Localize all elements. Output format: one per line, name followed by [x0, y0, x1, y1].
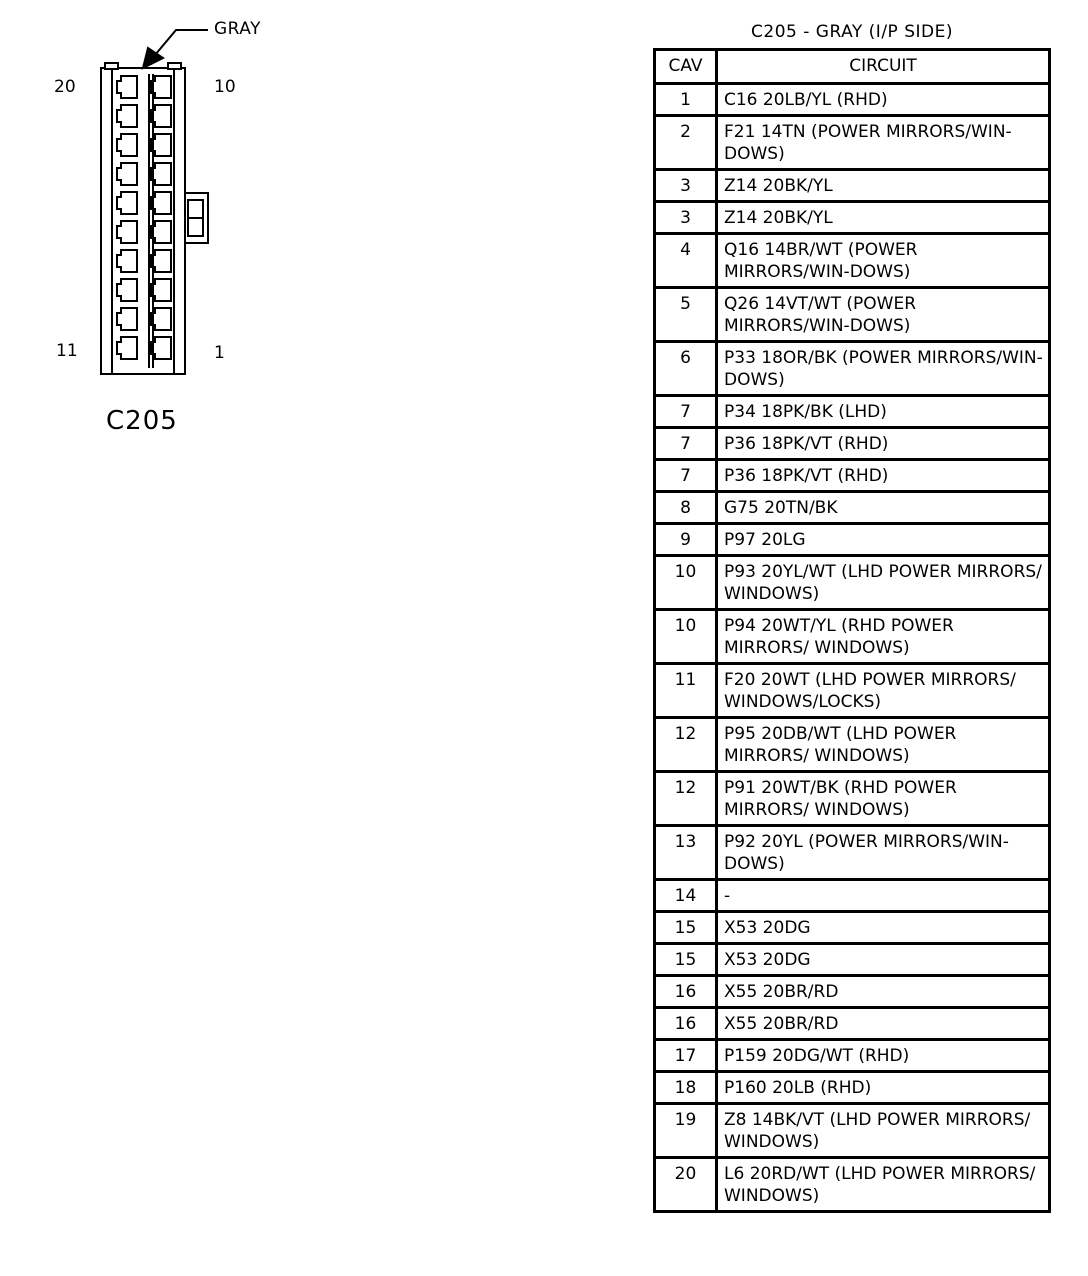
table-row	[655, 342, 1050, 396]
table-row	[655, 288, 1050, 342]
header-cav: CAV	[655, 50, 717, 84]
connector-diagram	[0, 0, 600, 460]
cav-cell: 2	[655, 116, 717, 170]
circuit-cell: P94 20WT/YL (RHD POWER MIRRORS/ WINDOWS)	[717, 610, 1050, 664]
table-row	[655, 664, 1050, 718]
cavity-left	[117, 163, 137, 185]
table-row	[655, 234, 1050, 288]
table-row	[655, 1104, 1050, 1158]
pin-label-top-left: 20	[54, 77, 76, 97]
table-row	[655, 556, 1050, 610]
connector-color-label: GRAY	[214, 19, 261, 39]
circuit-cell: X53 20DG	[717, 912, 1050, 944]
table-row	[655, 202, 1050, 234]
cav-cell: 9	[655, 524, 717, 556]
circuit-cell: P95 20DB/WT (LHD POWER MIRRORS/ WINDOWS)	[717, 718, 1050, 772]
table-row	[655, 826, 1050, 880]
cav-cell: 7	[655, 396, 717, 428]
circuit-cell: Z14 20BK/YL	[717, 202, 1050, 234]
table-row	[655, 976, 1050, 1008]
table-row	[655, 396, 1050, 428]
cavity-left	[117, 221, 137, 243]
circuit-cell: Q26 14VT/WT (POWER MIRRORS/WIN-DOWS)	[717, 288, 1050, 342]
pin-label-bottom-left: 11	[56, 341, 78, 361]
circuit-cell: P36 18PK/VT (RHD)	[717, 460, 1050, 492]
table-title: C205 - GRAY (I/P SIDE)	[751, 22, 953, 42]
connector-cavities	[117, 76, 171, 359]
cav-cell: 15	[655, 912, 717, 944]
table-row	[655, 492, 1050, 524]
cav-cell: 10	[655, 610, 717, 664]
cav-cell: 1	[655, 84, 717, 116]
circuit-cell: L6 20RD/WT (LHD POWER MIRRORS/ WINDOWS)	[717, 1158, 1050, 1212]
cav-cell: 5	[655, 288, 717, 342]
cavity-left	[117, 134, 137, 156]
circuit-cell: F21 14TN (POWER MIRRORS/WIN-DOWS)	[717, 116, 1050, 170]
cav-cell: 20	[655, 1158, 717, 1212]
circuit-cell: X53 20DG	[717, 944, 1050, 976]
circuit-cell: X55 20BR/RD	[717, 976, 1050, 1008]
circuit-cell: Z14 20BK/YL	[717, 170, 1050, 202]
cav-cell: 15	[655, 944, 717, 976]
circuit-cell: X55 20BR/RD	[717, 1008, 1050, 1040]
table-row	[655, 1040, 1050, 1072]
circuit-cell: Z8 14BK/VT (LHD POWER MIRRORS/ WINDOWS)	[717, 1104, 1050, 1158]
cav-cell: 7	[655, 460, 717, 492]
cav-cell: 10	[655, 556, 717, 610]
table-row	[655, 718, 1050, 772]
table-row	[655, 116, 1050, 170]
cavity-left	[117, 337, 137, 359]
table-row	[655, 912, 1050, 944]
cav-cell: 6	[655, 342, 717, 396]
cavity-left	[117, 279, 137, 301]
cav-cell: 3	[655, 202, 717, 234]
circuit-cell: P92 20YL (POWER MIRRORS/WIN-DOWS)	[717, 826, 1050, 880]
pin-label-top-right: 10	[214, 77, 236, 97]
circuit-cell: P33 18OR/BK (POWER MIRRORS/WIN-DOWS)	[717, 342, 1050, 396]
table-row	[655, 84, 1050, 116]
cavity-left	[117, 105, 137, 127]
header-circuit: CIRCUIT	[717, 50, 1050, 84]
cav-cell: 8	[655, 492, 717, 524]
cav-cell: 16	[655, 1008, 717, 1040]
table-row	[655, 772, 1050, 826]
cav-cell: 17	[655, 1040, 717, 1072]
circuit-cell: P160 20LB (RHD)	[717, 1072, 1050, 1104]
circuit-cell: P34 18PK/BK (LHD)	[717, 396, 1050, 428]
circuit-cell: -	[717, 880, 1050, 912]
table-row	[655, 944, 1050, 976]
circuit-cell: G75 20TN/BK	[717, 492, 1050, 524]
circuit-cell: P36 18PK/VT (RHD)	[717, 428, 1050, 460]
cavity-left	[117, 192, 137, 214]
cav-cell: 16	[655, 976, 717, 1008]
circuit-cell: F20 20WT (LHD POWER MIRRORS/ WINDOWS/LOCKS)	[717, 664, 1050, 718]
table-row	[655, 610, 1050, 664]
table-row	[655, 1158, 1050, 1212]
circuit-cell: P91 20WT/BK (RHD POWER MIRRORS/ WINDOWS)	[717, 772, 1050, 826]
cavity-left	[117, 308, 137, 330]
circuit-cell: P97 20LG	[717, 524, 1050, 556]
cav-cell: 18	[655, 1072, 717, 1104]
circuit-cell: C16 20LB/YL (RHD)	[717, 84, 1050, 116]
cavity-left	[117, 250, 137, 272]
cav-cell: 4	[655, 234, 717, 288]
pinout-table	[653, 48, 1051, 1213]
circuit-cell: P159 20DG/WT (RHD)	[717, 1040, 1050, 1072]
table-row	[655, 170, 1050, 202]
cav-cell: 19	[655, 1104, 717, 1158]
table-row	[655, 1072, 1050, 1104]
table-row	[655, 880, 1050, 912]
connector-drawing	[0, 0, 600, 460]
table-row	[655, 428, 1050, 460]
cav-cell: 3	[655, 170, 717, 202]
cavity-left	[117, 76, 137, 98]
cav-cell: 12	[655, 772, 717, 826]
pin-label-bottom-right: 1	[214, 343, 225, 363]
connector-name: C205	[106, 406, 178, 436]
circuit-cell: P93 20YL/WT (LHD POWER MIRRORS/ WINDOWS)	[717, 556, 1050, 610]
circuit-cell: Q16 14BR/WT (POWER MIRRORS/WIN-DOWS)	[717, 234, 1050, 288]
table-header-row	[655, 50, 1050, 84]
cav-cell: 14	[655, 880, 717, 912]
table-row	[655, 1008, 1050, 1040]
table-row	[655, 460, 1050, 492]
cav-cell: 12	[655, 718, 717, 772]
table-row	[655, 524, 1050, 556]
cav-cell: 13	[655, 826, 717, 880]
cav-cell: 11	[655, 664, 717, 718]
cav-cell: 7	[655, 428, 717, 460]
